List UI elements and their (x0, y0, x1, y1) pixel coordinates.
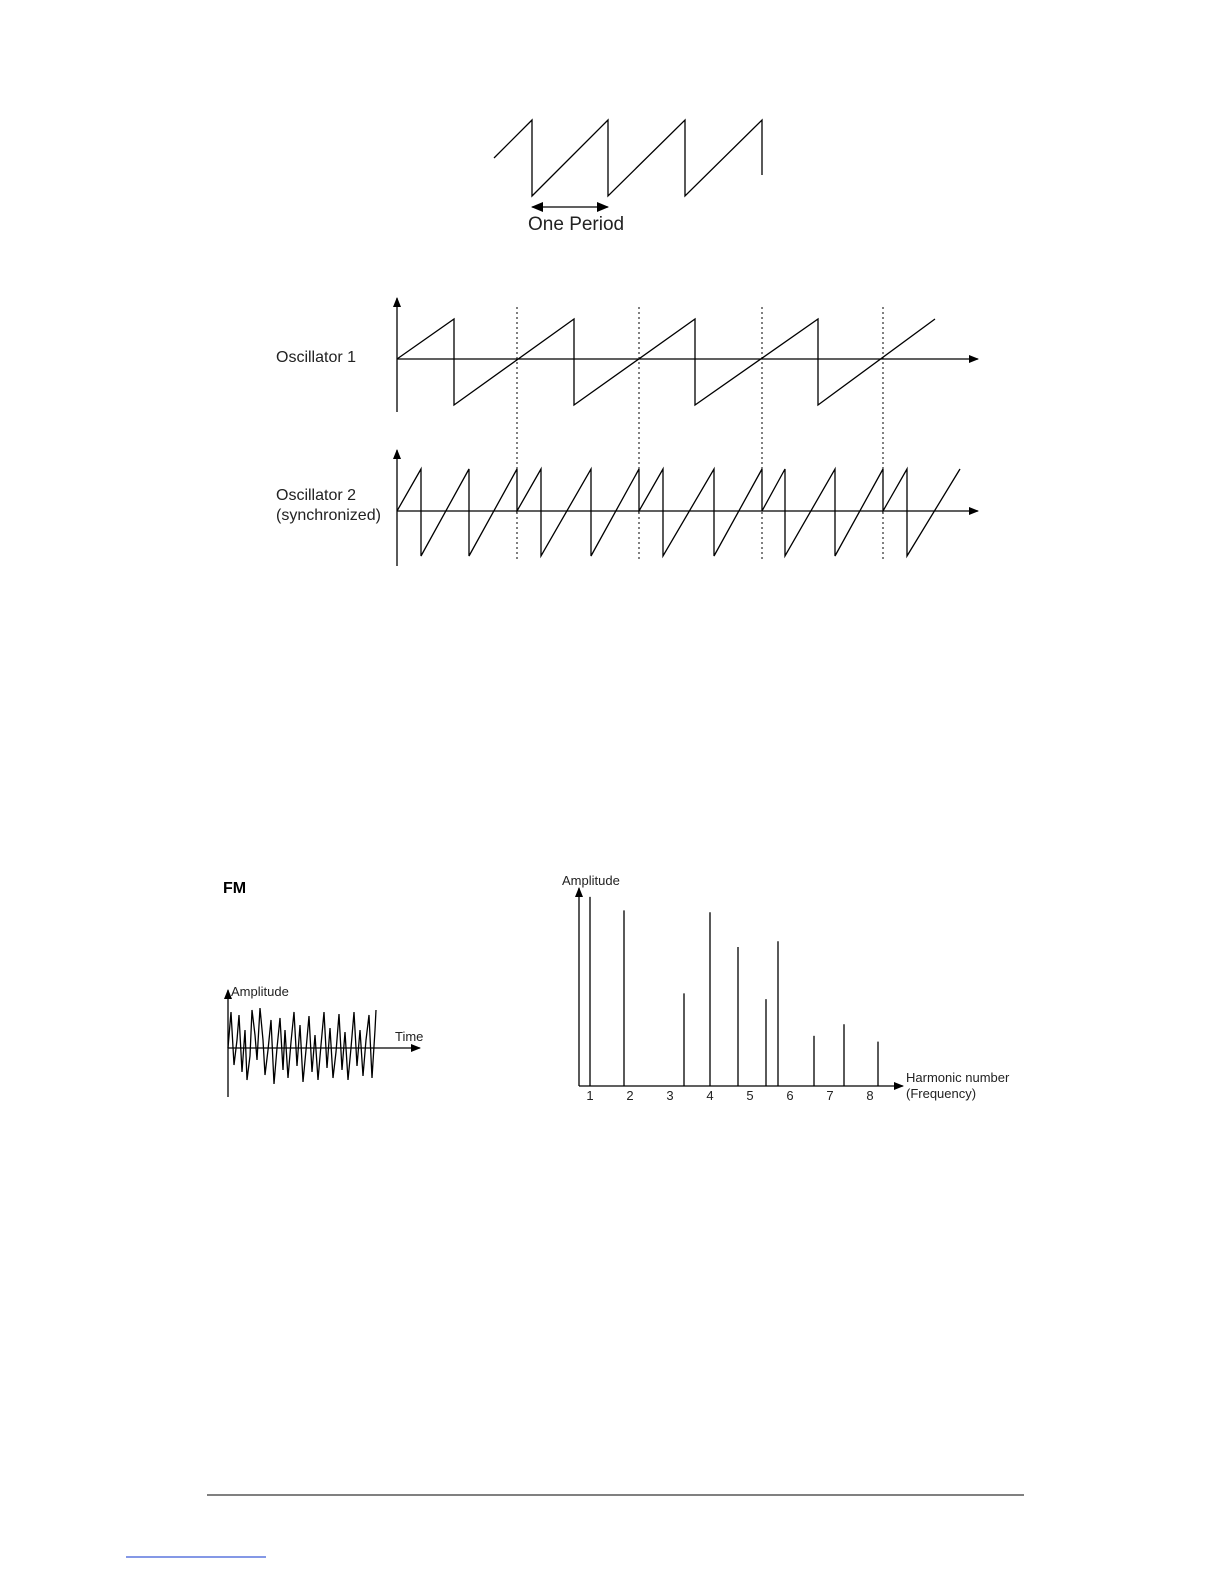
osc1-label: Oscillator 1 (276, 349, 357, 366)
osc2-label: Oscillator 2 (276, 487, 357, 504)
spectrum-tick-label: 7 (826, 1088, 834, 1103)
fm-time-figure (223, 880, 423, 1097)
spectrum-tick-labels (586, 1088, 873, 1103)
period-label: One Period (528, 214, 625, 235)
spectrum-tick-label: 1 (586, 1088, 594, 1103)
spectrum-tick-label: 6 (786, 1088, 794, 1103)
spectrum-tick-label: 5 (746, 1088, 754, 1103)
spectrum-y-label: Amplitude (562, 873, 620, 888)
osc2-wave (397, 469, 960, 556)
spectrum-x-label-sub: (Frequency) (906, 1086, 977, 1101)
spectrum-x-label: Harmonic number (906, 1070, 1010, 1085)
sync-figure (276, 298, 978, 566)
spectrum-chart (562, 873, 1010, 1103)
spectrum-tick-label: 4 (706, 1088, 714, 1103)
osc2-label-sub: (synchronized) (276, 507, 381, 524)
spectrum-bars (590, 897, 878, 1086)
spectrum-tick-label: 3 (666, 1088, 674, 1103)
spectrum-tick-label: 2 (626, 1088, 634, 1103)
sawtooth-figure (494, 120, 762, 235)
fm-x-label: Time (395, 1029, 424, 1044)
fm-waveform (228, 1008, 376, 1084)
spectrum-tick-label: 8 (866, 1088, 874, 1103)
osc1-wave (397, 319, 935, 405)
fm-title: FM (223, 880, 247, 897)
sawtooth-wave (494, 120, 762, 196)
fm-y-label: Amplitude (231, 984, 289, 999)
